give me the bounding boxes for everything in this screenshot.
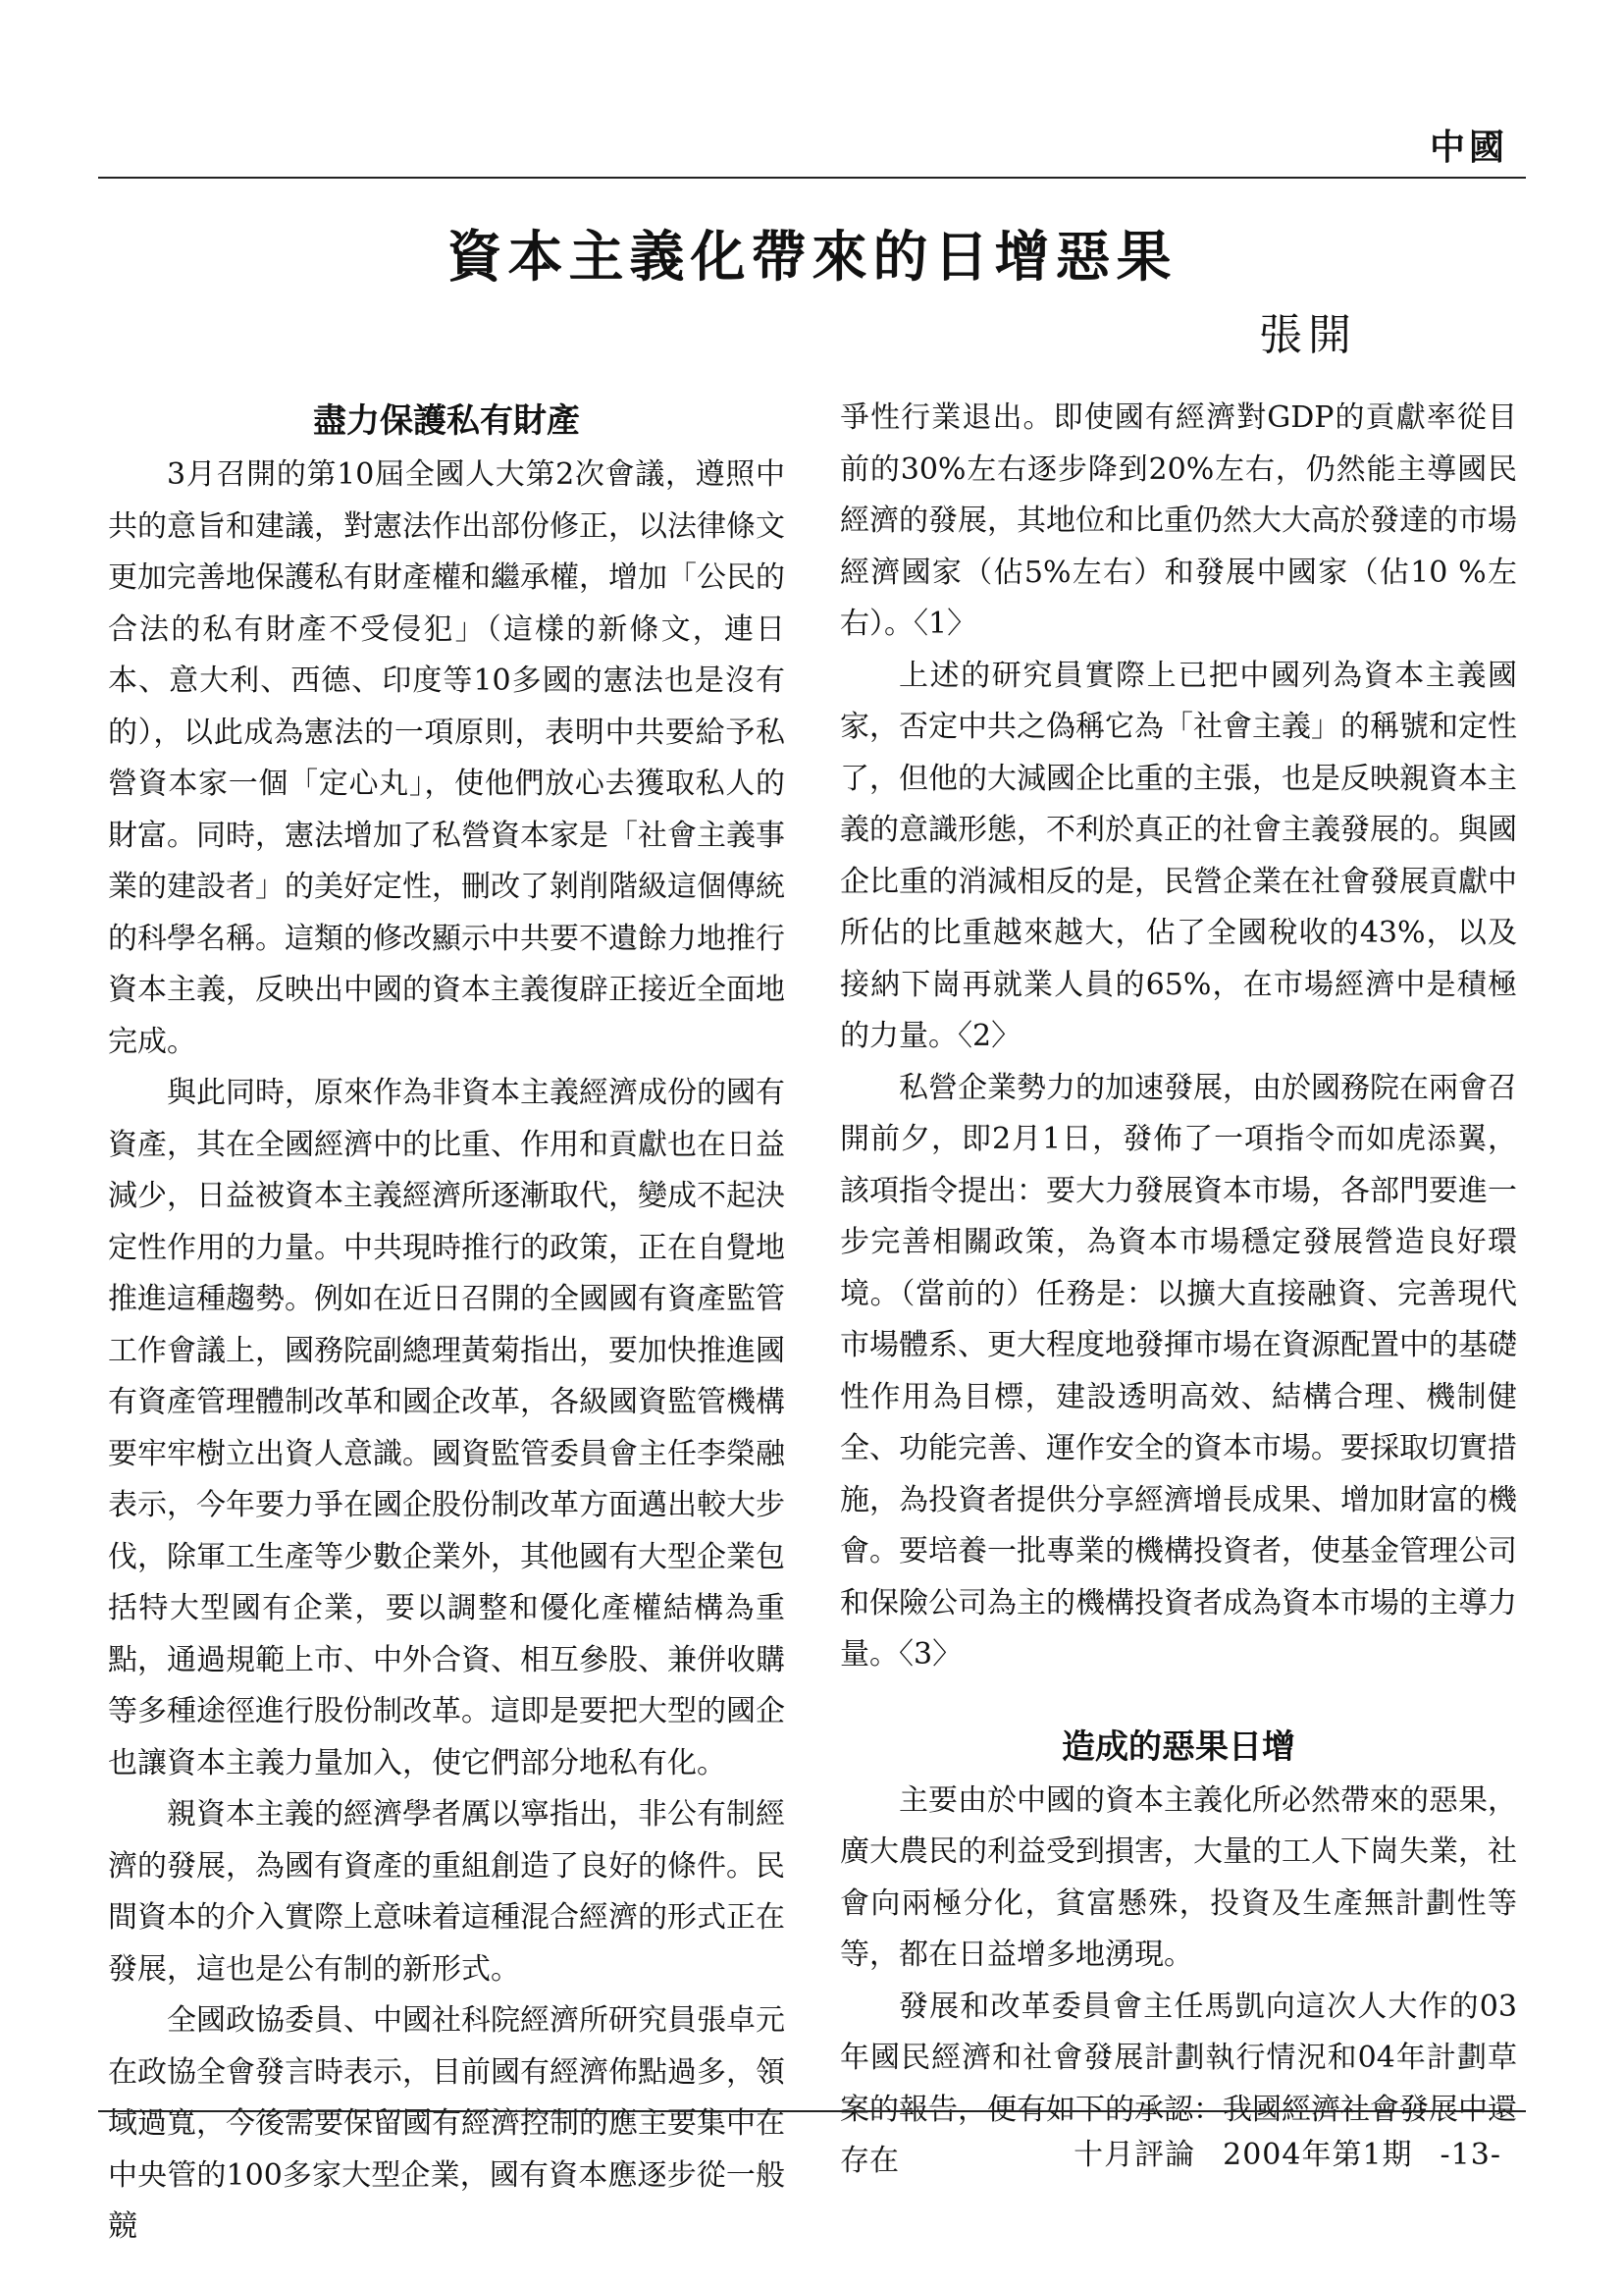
right-column (840, 393, 1517, 2188)
paragraph: 私營企業勢力的加速發展，由於國務院在兩會召開前夕，即2月1日，發佈了一項指令而如虎添翼，該項指令提出：要大力發展資本市場，各部門要進一步完善相關政策，為資本市場穩定發展營造良好環境。（當前的）任務是：以擴大直接融資、完善現代市場體系、更大程度地發揮市場在資源配置中的基礎性作用為目標，建設透明高效、結構合理、機制健全、功能完善、運作安全的資本市場。要採取切實措施，為投資者提供分享經濟增長成果、增加財富的機會。要培養一批專業的機構投資者，使基金管理公司和保險公司為主的機構投資者成為資本市場的主導力量。〈3〉 (840, 1070, 1517, 1672)
article-title: 資本主義化帶來的日增惡果 (446, 226, 1178, 290)
page-footer (1046, 2130, 1501, 2173)
paragraph: 親資本主義的經濟學者厲以寧指出，非公有制經濟的發展，為國有資產的重組創造了良好的條件。民間資本的介入實際上意味着這種混合經濟的形式正在發展，這也是公有制的新形式。 (108, 1797, 785, 1987)
paragraph: 與此同時，原來作為非資本主義經濟成份的國有資產，其在全國經濟中的比重、作用和貢獻也在日益減少，日益被資本主義經濟所逐漸取代，變成不起決定性作用的力量。中共現時推行的政策，正在自覺地推進這種趨勢。例如在近日召開的全國國有資產監管工作會議上，國務院副總理黃菊指出，要加快推進國有資產管理體制改革和國企改革，各級國資監管機構要牢牢樹立出資人意識。國資監管委員會主任李榮融表示，今年要力爭在國企股份制改革方面邁出較大步伐，除軍工生產等少數企業外，其他國有大型企業包括特大型國有企業，要以調整和優化產權結構為重點，通過規範上市、中外合資、相互參股、兼併收購等多種途徑進行股份制改革。這即是要把大型的國企也讓資本主義力量加入，使它們部分地私有化。 (108, 1076, 785, 1780)
footer-issue: 2004年第1期 (1223, 2138, 1413, 2172)
article-author: 張開 (1259, 310, 1357, 360)
top-rule (98, 177, 1526, 179)
footer-publication: 十月評論 (1074, 2138, 1196, 2172)
section-tag: 中國 (1429, 128, 1508, 168)
paragraph: 3月召開的第10屆全國人大第2次會議，遵照中共的意旨和建議，對憲法作出部份修正，以法律條文更加完善地保護私有財產權和繼承權，增加「公民的合法的私有財產不受侵犯」（這樣的新條文，連日本、意大利、西德、印度等10多國的憲法也是沒有的），以此成為憲法的一項原則，表明中共要給予私營資本家一個「定心丸」，使他們放心去獲取私人的財富。同時，憲法增加了私營資本家是「社會主義事業的建設者」的美好定性，刪改了剝削階級這個傳統的科學名稱。這類的修改顯示中共要不遺餘力地推行資本主義，反映出中國的資本主義復辟正接近全面地完成。 (108, 457, 785, 1059)
paragraph: 上述的研究員實際上已把中國列為資本主義國家，否定中共之偽稱它為「社會主義」的稱號和定性了，但他的大減國企比重的主張，也是反映親資本主義的意識形態，不利於真正的社會主義發展的。與國企比重的消減相反的是，民營企業在社會發展貢獻中所佔的比重越來越大，佔了全國稅收的43%，以及接納下崗再就業人員的65%，在市場經濟中是積極的力量。〈2〉 (840, 658, 1517, 1053)
footer-page-number: -13- (1440, 2138, 1501, 2172)
paragraph-continuation: 爭性行業退出。即使國有經濟對GDP的貢獻率從目前的30%左右逐步降到20%左右，仍然能主導國民經濟的發展，其地位和比重仍然大大高於發達的市場經濟國家（佔5%左右）和發展中國家（佔10 %左右）。〈1〉 (840, 400, 1517, 641)
bottom-rule (98, 2110, 1526, 2112)
section-heading-1: 盡力保護私有財產 (313, 401, 580, 441)
paragraph: 發展和改革委員會主任馬凱向這次人大作的03年國民經濟和社會發展計劃執行情況和04年計劃草案的報告，便有如下的承認：我國經濟社會發展中還存在 (840, 1989, 1517, 2178)
left-column (108, 393, 785, 2254)
paragraph: 主要由於中國的資本主義化所必然帶來的惡果，廣大農民的利益受到損害，大量的工人下崗失業，社會向兩極分化，貧富懸殊，投資及生產無計劃性等等，都在日益增多地湧現。 (840, 1782, 1517, 1972)
paragraph: 全國政協委員、中國社科院經濟所研究員張卓元在政協全會發言時表示，目前國有經濟佈點過多，領域過寬，今後需要保留國有經濟控制的應主要集中在中央管的100多家大型企業，國有資本應逐步從一般競 (108, 2003, 785, 2244)
section-heading-2: 造成的惡果日增 (1062, 1726, 1295, 1767)
